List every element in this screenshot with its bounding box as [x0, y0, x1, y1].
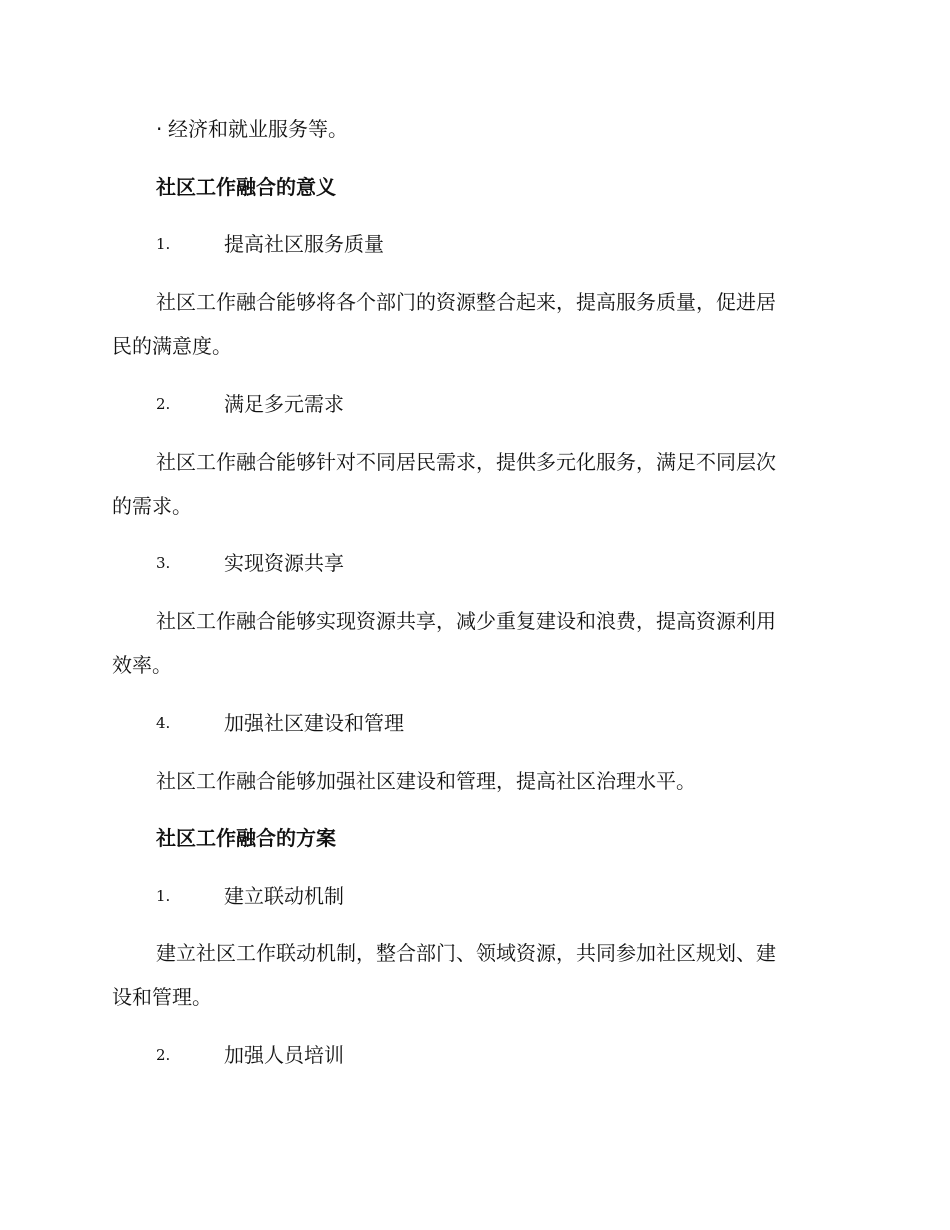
- list-item-title: 加强社区建设和管理: [224, 711, 404, 735]
- list-item-title: 满足多元需求: [224, 392, 344, 416]
- paragraph-line: 社区工作融合能够将各个部门的资源整合起来，提高服务质量，促进居: [156, 290, 776, 314]
- list-item-title: 实现资源共享: [224, 551, 344, 575]
- paragraph-line: 设和管理。: [112, 985, 212, 1009]
- paragraph-line: 社区工作融合能够实现资源共享，减少重复建设和浪费，提高资源利用: [156, 609, 776, 633]
- list-number: 2.: [156, 395, 171, 413]
- intro-tail-text: 经济和就业服务等。: [168, 117, 348, 141]
- list-number: 3.: [156, 554, 171, 572]
- paragraph-line: 效率。: [112, 653, 172, 677]
- bullet-dot: ·: [156, 117, 163, 141]
- list-item-title: 加强人员培训: [224, 1043, 344, 1067]
- list-item-title: 建立联动机制: [224, 884, 344, 908]
- section-heading: 社区工作融合的方案: [156, 826, 336, 850]
- list-number: 2.: [156, 1046, 171, 1064]
- paragraph-line: 建立社区工作联动机制，整合部门、领域资源，共同参加社区规划、建: [156, 941, 776, 965]
- bullet-line: [112, 118, 876, 140]
- list-number: 1.: [156, 887, 171, 905]
- list-item-title: 提高社区服务质量: [224, 232, 384, 256]
- paragraph-line: 的需求。: [112, 494, 192, 518]
- paragraph-line: 社区工作融合能够加强社区建设和管理，提高社区治理水平。: [156, 769, 696, 793]
- paragraph-line: 民的满意度。: [112, 334, 232, 358]
- list-number: 4.: [156, 714, 171, 732]
- section-heading: 社区工作融合的意义: [156, 175, 336, 199]
- list-number: 1.: [156, 235, 171, 253]
- paragraph-line: 社区工作融合能够针对不同居民需求，提供多元化服务，满足不同层次: [156, 450, 776, 474]
